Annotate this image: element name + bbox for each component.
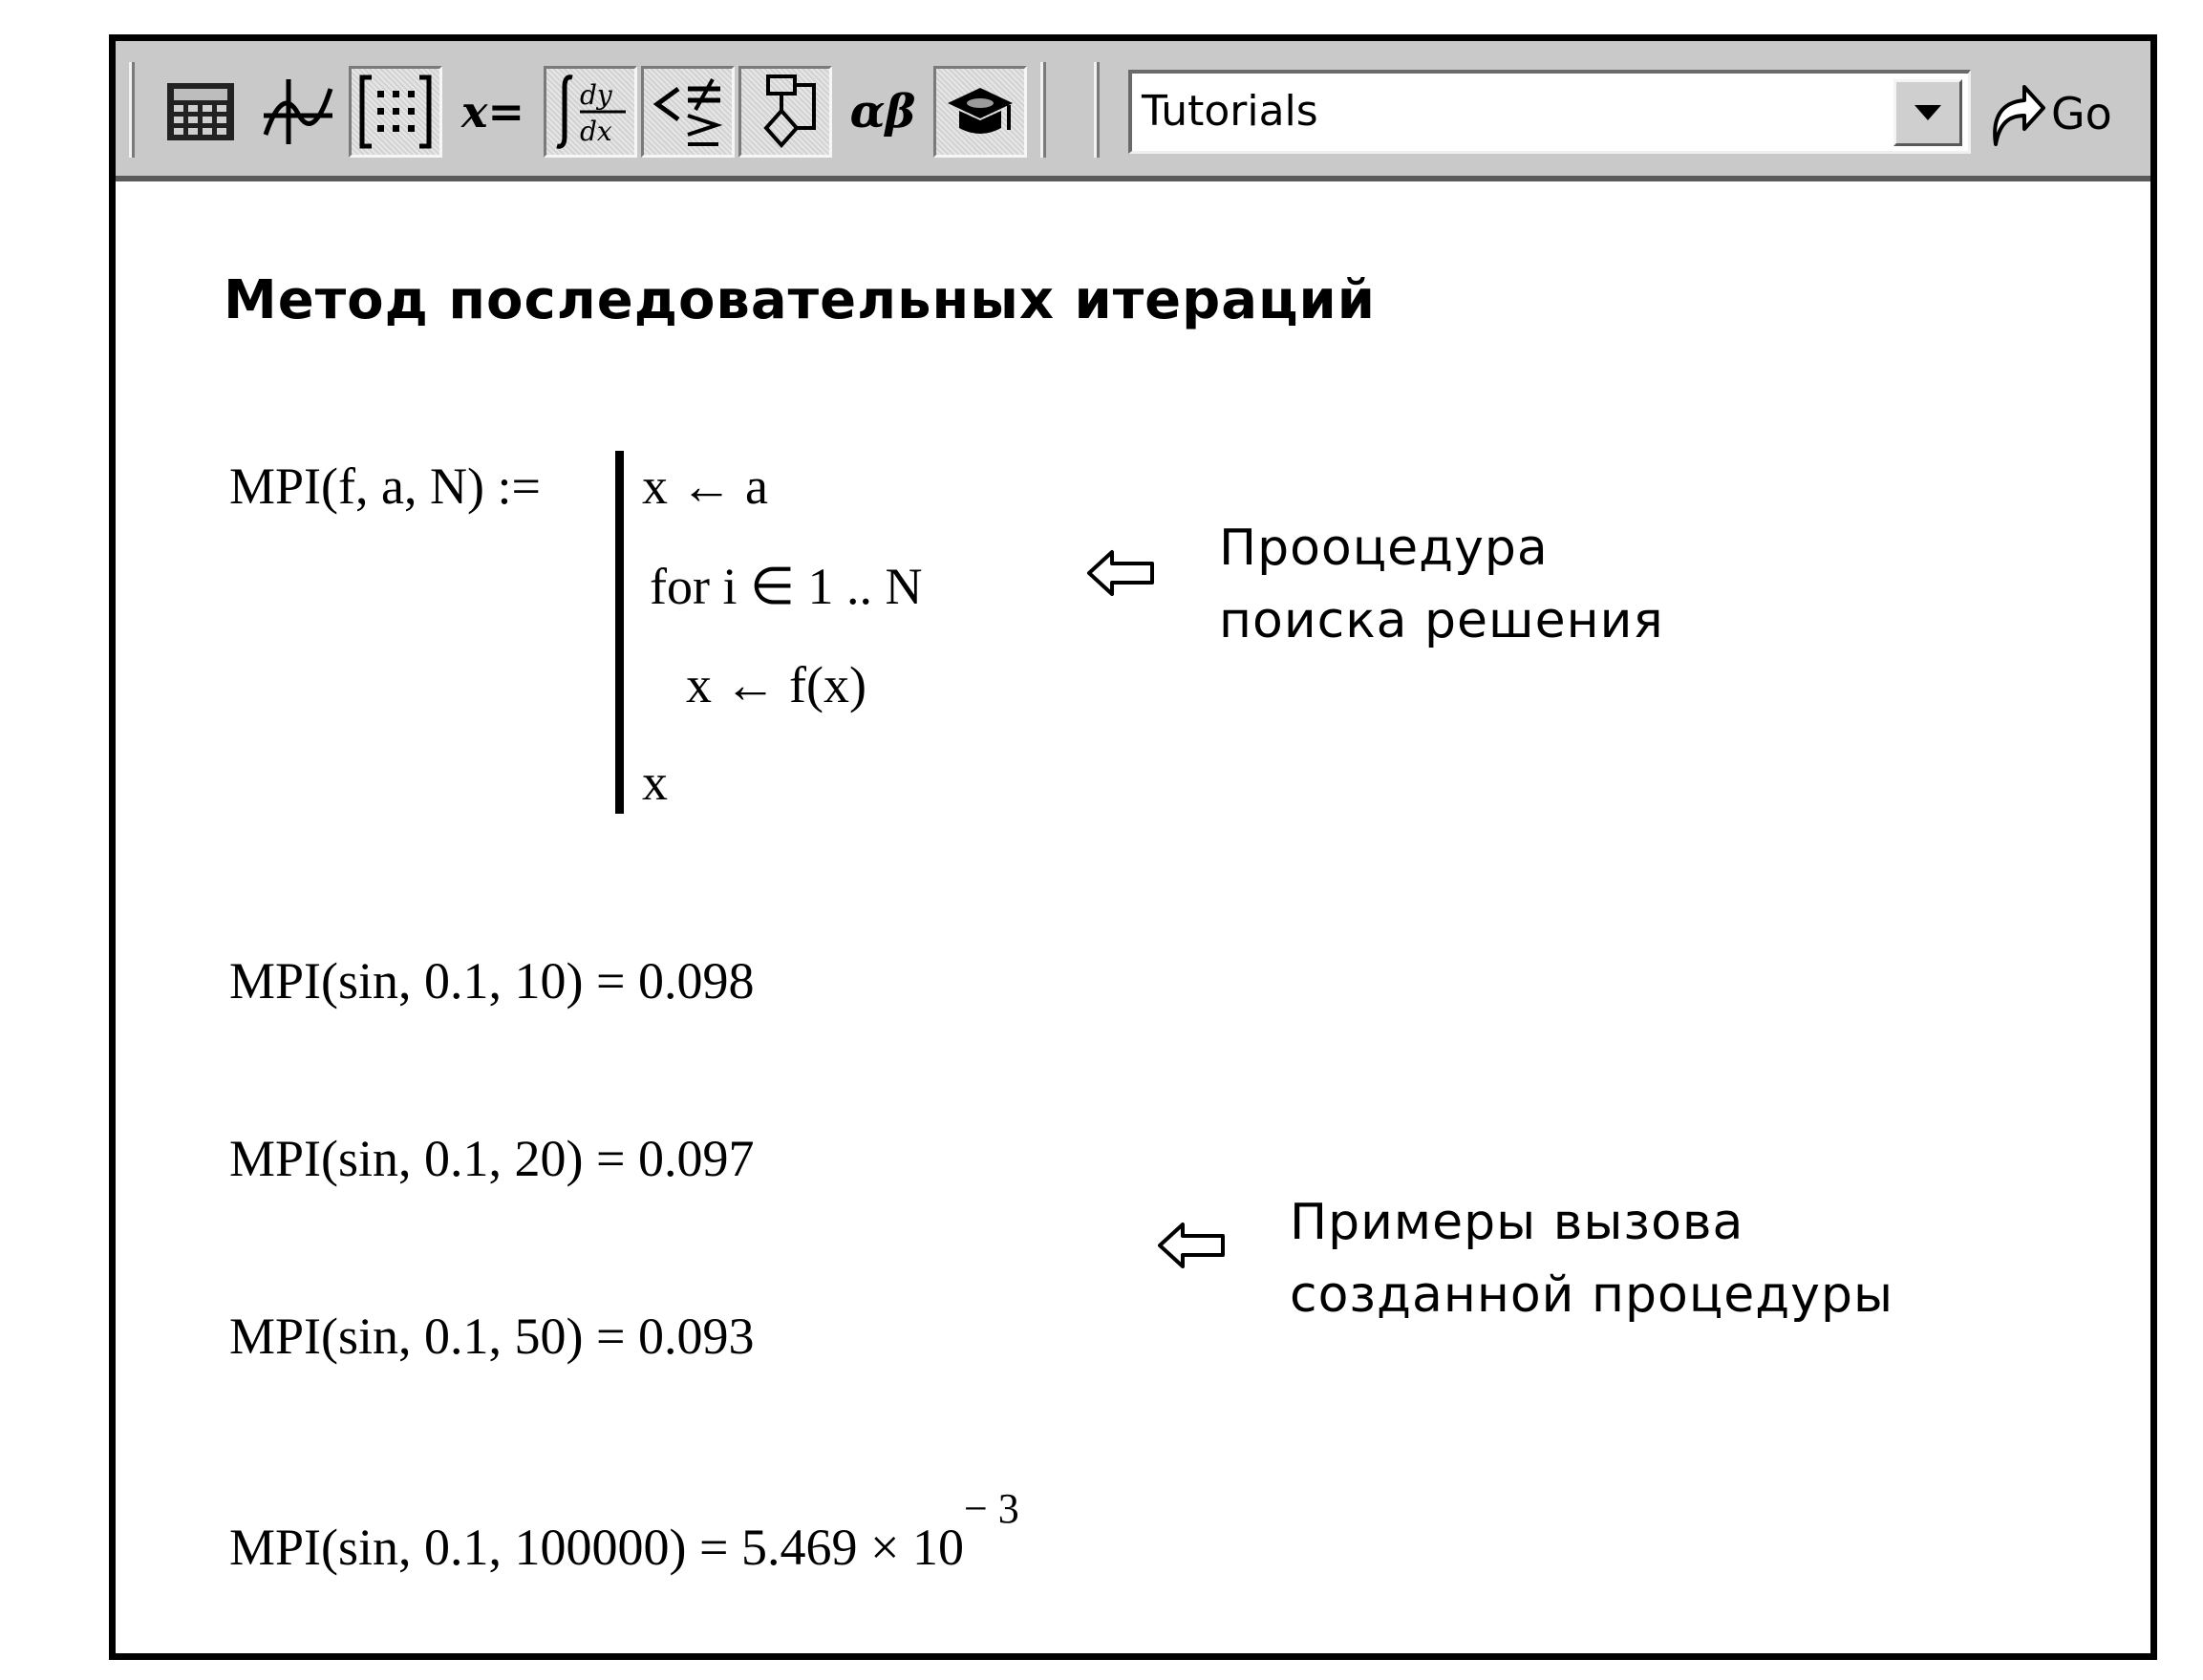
left-arrow-icon [1085, 548, 1156, 598]
programming-icon[interactable] [738, 66, 832, 158]
call-expression: MPI(sin, 0.1, 10) = 0.098 [229, 952, 755, 1010]
note-line: Примеры вызова [1290, 1194, 1744, 1251]
program-line: x ← a [642, 457, 768, 515]
call-exponent: − 3 [963, 1485, 1019, 1532]
program-line: x ← f(x) [686, 656, 866, 713]
call-expr: MPI(sin, 0.1, 100000) [229, 1519, 687, 1576]
program-line: for i ∈ 1 .. N [650, 558, 923, 615]
symbolic-icon[interactable] [933, 66, 1027, 158]
call-expression: MPI(sin, 0.1, $100000) = 5.469 \times 10^{- 3}$ [229, 1485, 1019, 1576]
chevron-down-icon [1914, 105, 1941, 120]
greek-icon[interactable] [836, 66, 930, 158]
worksheet-heading: Метод последовательных итераций [224, 269, 1376, 331]
evaluation-label: x= [461, 86, 524, 138]
call-expr: MPI(sin, 0.1, 50) [229, 1308, 584, 1365]
greek-label: αβ [849, 85, 916, 138]
call-result: 0.098 [637, 952, 755, 1010]
combo-value: Tutorials [1142, 87, 1318, 136]
program-line: x [642, 754, 668, 811]
call-expr: MPI(sin, 0.1, 10) [229, 952, 584, 1010]
note-line: поиска решения [1219, 592, 1664, 649]
note-line: созданной процедуры [1290, 1266, 1894, 1324]
call-result: 0.097 [637, 1130, 755, 1187]
dropdown-button[interactable] [1893, 79, 1962, 146]
tutorials-combo[interactable] [1128, 70, 1971, 154]
graph-icon[interactable] [251, 66, 345, 158]
evaluation-icon[interactable] [446, 66, 540, 158]
matrix-icon[interactable] [349, 66, 442, 158]
svg-text:dy: dy [580, 79, 612, 111]
go-arrow-icon [1986, 79, 2045, 148]
calculus-icon[interactable] [544, 66, 637, 158]
call-expr: MPI(sin, 0.1, 20) [229, 1130, 584, 1187]
toolbar-grip[interactable] [1094, 62, 1100, 158]
go-label: Go [2051, 88, 2112, 139]
call-result: 0.093 [637, 1308, 755, 1365]
go-button[interactable] [1986, 74, 2139, 154]
call-expression: MPI(sin, 0.1, 50) = 0.093 [229, 1308, 755, 1365]
toolbar-grip[interactable] [129, 62, 135, 158]
procedure-note [1219, 512, 1664, 657]
calculator-icon[interactable] [154, 66, 247, 158]
call-result: 5.469 × 10 [740, 1519, 964, 1576]
boolean-icon[interactable] [641, 66, 735, 158]
toolbar-grip[interactable] [1040, 62, 1046, 158]
examples-note [1290, 1186, 1893, 1331]
call-expression: MPI(sin, 0.1, 20) = 0.097 [229, 1130, 755, 1187]
program-bracket [615, 451, 624, 814]
definition-lhs: MPI(f, a, N) := [229, 457, 541, 515]
left-arrow-icon [1156, 1221, 1227, 1270]
svg-text:dx: dx [580, 116, 612, 147]
math-toolbar [116, 41, 2150, 181]
note-line: Прооцедура [1219, 520, 1549, 577]
